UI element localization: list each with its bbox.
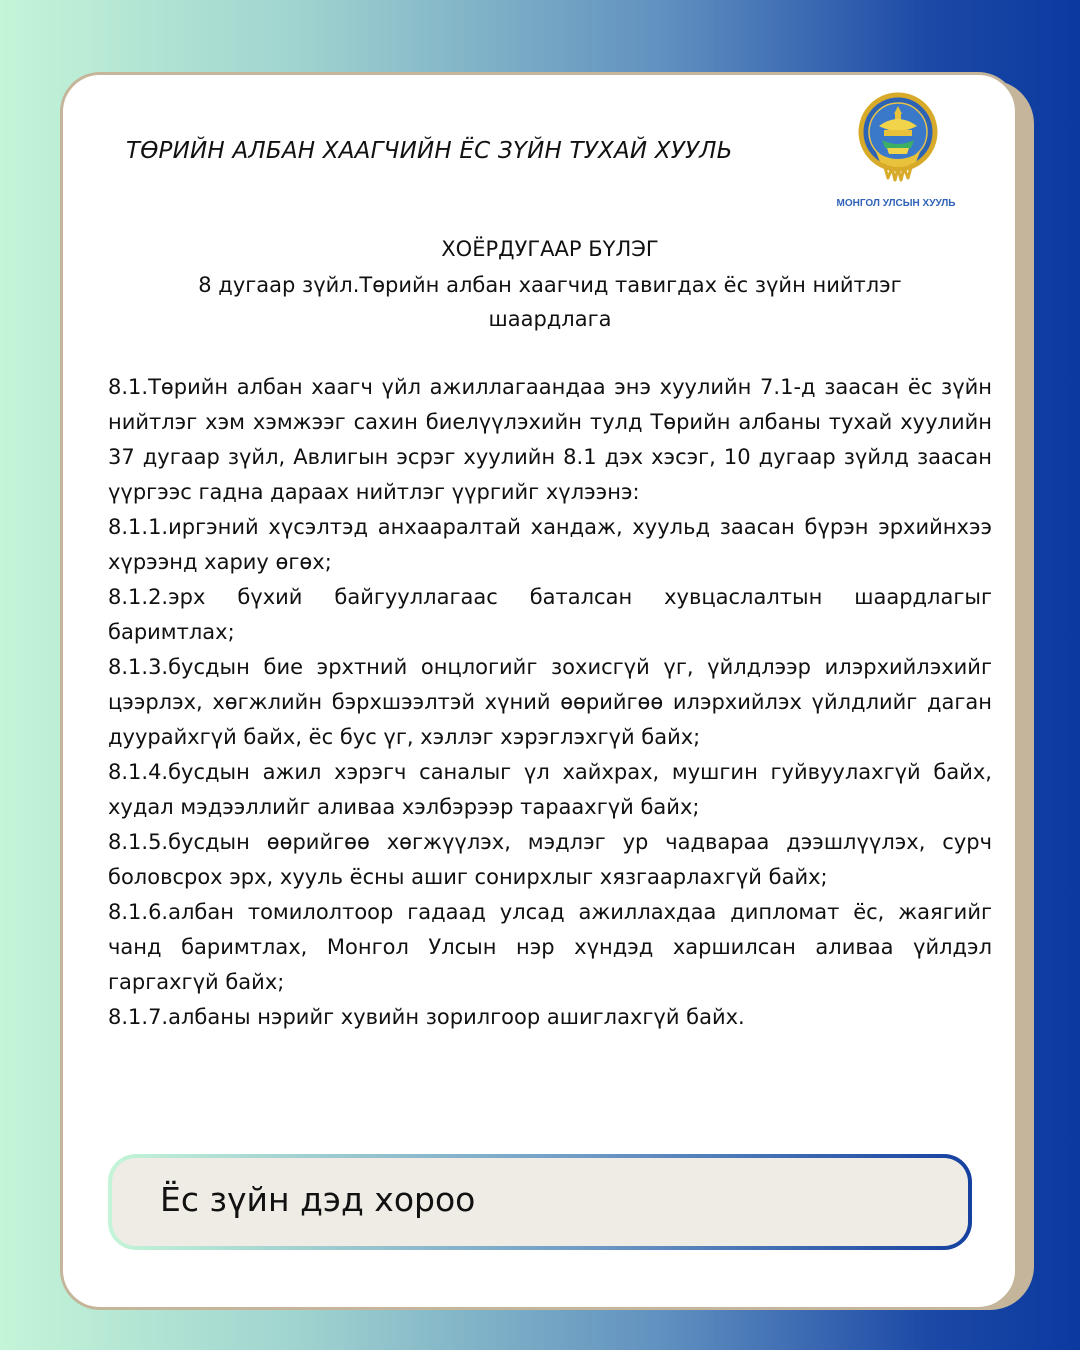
paragraph-8-1-3: 8.1.3.бусдын бие эрхтний онцлогийг зохисгүй үг, үйлдлээр илэрхийлэхийг цээрлэх, хөгжлийн бэрхшээлтэй хүний өөрийгөө илэрхийлэх үйлдлийг даган дуурайхгүй байх, ёс бус үг, хэллэг хэрэглэхгүй байх; [108,655,992,749]
paragraph-8-1: 8.1.Төрийн албан хаагч үйл ажиллагаандаа энэ хуулийн 7.1-д заасан ёс зүйн нийтлэг хэм хэмжээг сахин биелүүлэхийн тулд Төрийн албаны тухай хуулийн 37 дугаар зүйл, Авлигын эсрэг хуулийн 8.1 дэх хэсэг, 10 дугаар зүйлд заасан үүргээс гадна дараах нийтлэг үүргийг хүлээнэ: [108,375,992,504]
paragraph-8-1-7: 8.1.7.албаны нэрийг хувийн зорилгоор ашиглахгүй байх. [108,1005,745,1029]
article-body [108,370,992,1035]
paragraph-8-1-4: 8.1.4.бусдын ажил хэрэгч саналыг үл хайхрах, мушгин гуйвуулахгүй байх, худал мэдээллийг аливаа хэлбэрээр тараахгүй байх; [108,760,992,819]
paragraph-8-1-1: 8.1.1.иргэний хүсэлтэд анхааралтай хандаж, хуульд заасан бүрэн эрхийнхээ хүрээнд хариу өгөх; [108,515,992,574]
state-emblem-icon [854,92,942,184]
paragraph-8-1-2: 8.1.2.эрх бүхий байгууллагаас баталсан хувцаслалтын шаардлагыг баримтлах; [108,585,992,644]
committee-name: Ёс зүйн дэд хороо [160,1180,476,1219]
paragraph-8-1-5: 8.1.5.бусдын өөрийгөө хөгжүүлэх, мэдлэг ур чадвараа дээшлүүлэх, сурч боловсрох эрх, хууль ёсны ашиг сонирхлыг хязгаарлахгүй байх; [108,830,992,889]
chapter-heading: ХОЁРДУГААР БҮЛЭГ [441,237,659,261]
paragraph-8-1-6: 8.1.6.албан томилолтоор гадаад улсад ажиллахдаа дипломат ёс, жаягийг чанд баримтлах, Монгол Улсын нэр хүндэд харшилсан аливаа үйлдэл гаргахгүй байх; [108,900,992,994]
emblem-caption: МОНГОЛ УЛСЫН ХУУЛЬ [836,198,956,209]
footer-banner [108,1154,972,1250]
article-title: 8 дугаар зүйл.Төрийн албан хаагчид тавигдах ёс зүйн нийтлэг шаардлага [198,273,902,331]
law-title: ТӨРИЙН АЛБАН ХААГЧИЙН ЁС ЗҮЙН ТУХАЙ ХУУЛЬ [126,138,733,164]
